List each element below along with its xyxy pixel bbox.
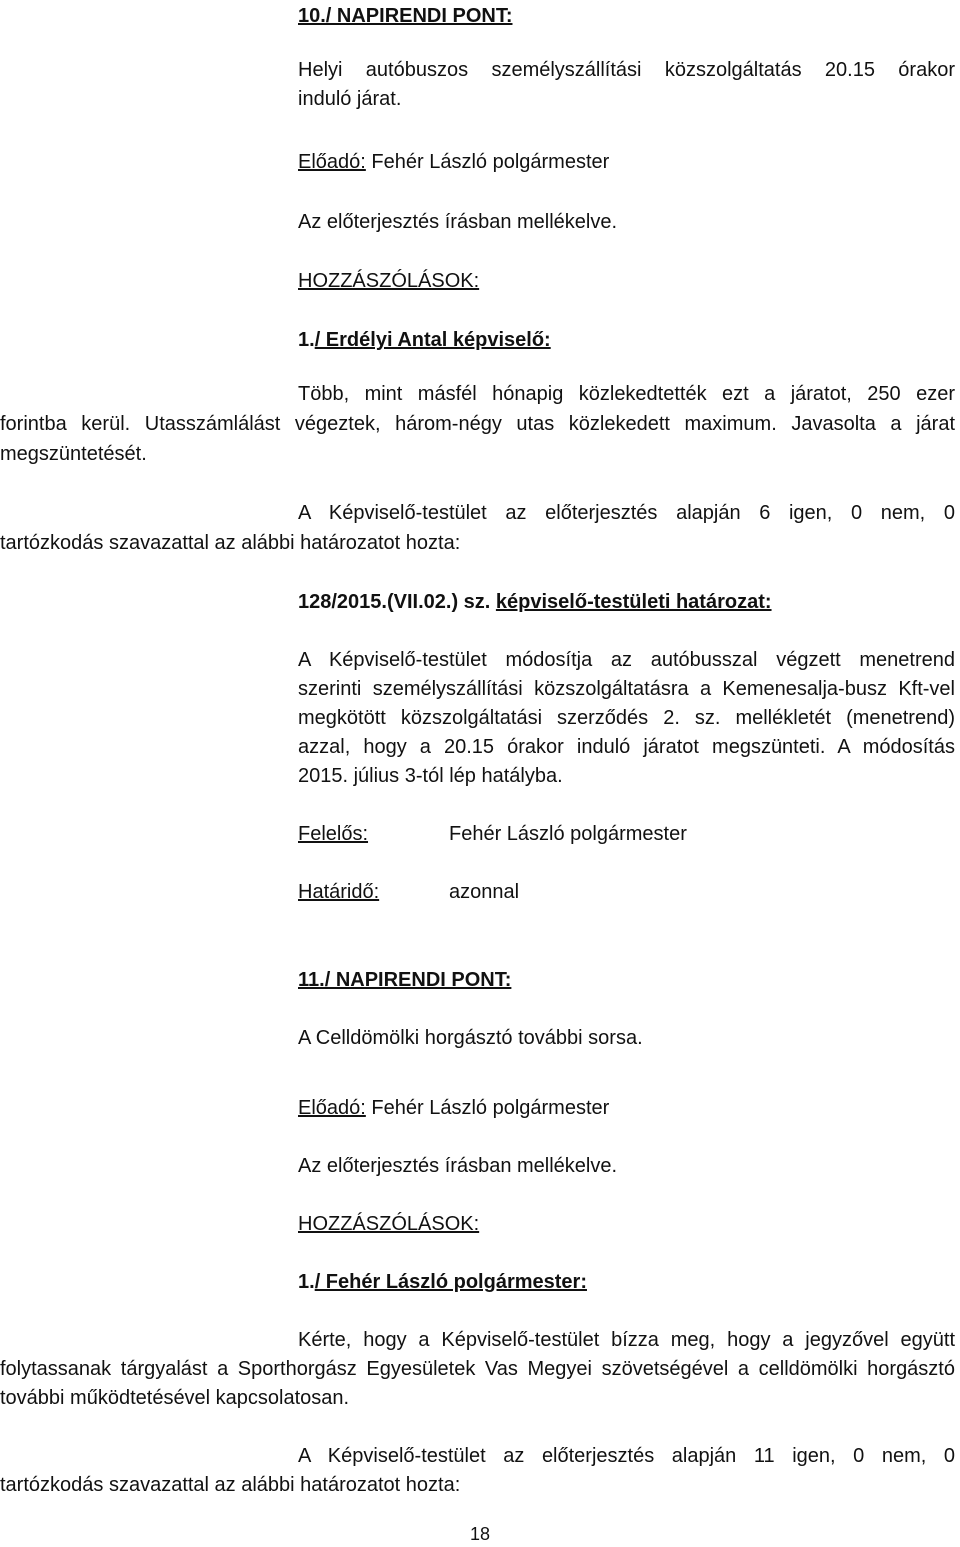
comment-speaker: 1./ Fehér László polgármester: <box>298 1271 587 1293</box>
agenda-item-10-title-line1: Helyi autóbuszos személyszállítási közszolgáltatás 20.15 órakor <box>298 59 955 81</box>
presenter-name: Fehér László polgármester <box>371 151 610 173</box>
resolution-line4: azzal, hogy a 20.15 órakor induló járatot megszünteti. A módosítás <box>298 736 955 758</box>
vote-line2: tartózkodás szavazattal az alábbi határozatot hozta: <box>0 1474 461 1496</box>
resolution-line3-wrap <box>298 706 955 730</box>
vote-statement <box>298 1444 955 1468</box>
resolution-line2-wrap <box>298 677 955 701</box>
agenda-item-10-title <box>298 58 955 82</box>
deadline-label: Határidő: <box>298 881 380 903</box>
responsible-value: Fehér László polgármester <box>449 823 687 845</box>
attachment-note: Az előterjesztés írásban mellékelve. <box>298 1155 618 1177</box>
resolution-number: 128/2015.(VII.02.) sz. <box>298 591 491 613</box>
presenter-label: Előadó: <box>298 1097 366 1119</box>
vote-line2: tartózkodás szavazattal az alábbi határozatot hozta: <box>0 532 461 554</box>
agenda-item-10-heading: 10./ NAPIRENDI PONT: <box>298 5 513 27</box>
comment-text-line1: Több, mint másfél hónapig közlekedtették ezt a járatot, 250 ezer <box>298 383 955 405</box>
deadline-value: azonnal <box>449 881 520 903</box>
vote-line1: A Képviselő-testület az előterjesztés alapján 11 igen, 0 nem, 0 <box>298 1445 955 1467</box>
comment-text-line2: forintba kerül. Utasszámlálást végeztek, három-négy utas közlekedett maximum. Javasolta a járat <box>0 413 955 435</box>
comment-text-line2-wrap <box>0 1357 955 1381</box>
vote-line1: A Képviselő-testület az előterjesztés alapján 6 igen, 0 nem, 0 <box>298 502 955 524</box>
comment-text-line3: további működtetésével kapcsolatosan. <box>0 1387 350 1409</box>
resolution-heading <box>298 590 772 614</box>
comment-text-line3: megszüntetését. <box>0 443 147 465</box>
page-number: 18 <box>469 1524 491 1544</box>
agenda-item-11-title: A Celldömölki horgásztó további sorsa. <box>298 1027 643 1049</box>
presenter-label: Előadó: <box>298 151 366 173</box>
comments-heading: HOZZÁSZÓLÁSOK: <box>298 1213 480 1235</box>
resolution-title: képviselő-testületi határozat: <box>495 591 772 613</box>
agenda-item-10-presenter <box>298 150 609 174</box>
vote-statement <box>298 501 955 525</box>
comments-heading: HOZZÁSZÓLÁSOK: <box>298 270 480 292</box>
comment-text <box>298 382 955 406</box>
resolution-line2: szerinti személyszállítási közszolgáltatásra a Kemenesalja-busz Kft-vel <box>298 678 955 700</box>
comment-text-line2: folytassanak tárgyalást a Sporthorgász Egyesületek Vas Megyei szövetségével a celldömölki horgásztó <box>0 1358 955 1380</box>
comment-text-line2-wrap <box>0 412 955 436</box>
agenda-item-10-title-line2: induló járat. <box>298 88 402 110</box>
comment-text-line1: Kérte, hogy a Képviselő-testület bízza meg, hogy a jegyzővel együtt <box>298 1329 955 1351</box>
resolution-text <box>298 648 955 672</box>
comment-speaker: 1./ Erdélyi Antal képviselő: <box>298 329 551 351</box>
presenter-name: Fehér László polgármester <box>371 1097 610 1119</box>
resolution-line1: A Képviselő-testület módosítja az autóbusszal végzett menetrend <box>298 649 955 671</box>
resolution-line5: 2015. július 3-tól lép hatályba. <box>298 765 563 787</box>
resolution-line3: megkötött közszolgáltatási szerződés 2. sz. mellékletét (menetrend) <box>298 707 955 729</box>
comment-text <box>298 1328 955 1352</box>
agenda-item-11-heading: 11./ NAPIRENDI PONT: <box>298 969 512 991</box>
attachment-note: Az előterjesztés írásban mellékelve. <box>298 211 618 233</box>
agenda-item-11-presenter <box>298 1096 609 1120</box>
responsible-label: Felelős: <box>298 823 369 845</box>
resolution-line4-wrap <box>298 735 955 759</box>
